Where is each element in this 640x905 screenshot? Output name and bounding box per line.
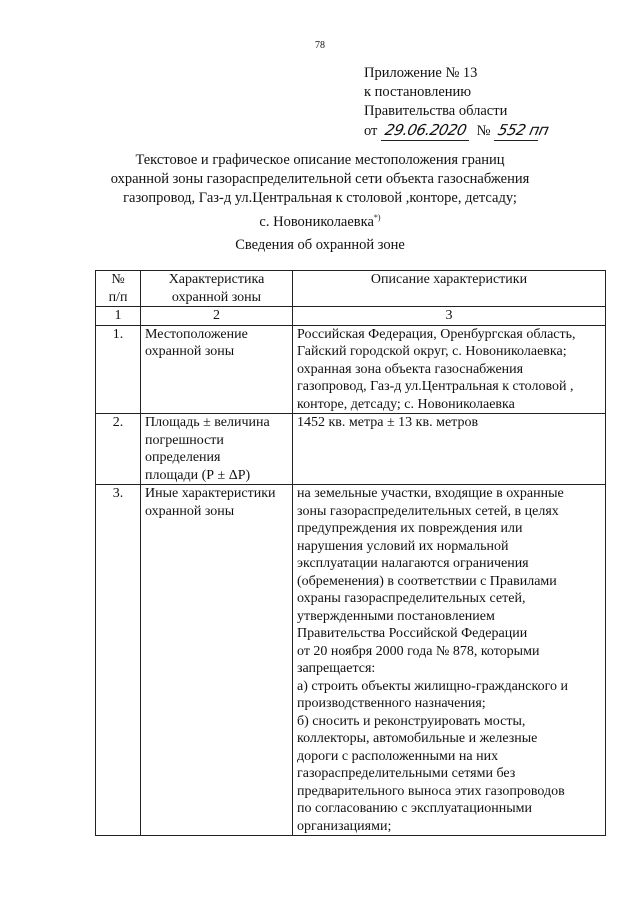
title-locality: с. Новониколаевка: [259, 213, 374, 230]
cell-text-line: (обременения) в соответствии с Правилами: [297, 573, 557, 589]
cell-text-line: зоны газораспределительных сетей, в целях: [297, 503, 559, 519]
table-row: [96, 414, 606, 485]
col-number-2: 2: [141, 307, 293, 326]
cell-text-line: нарушения условий их нормальной: [297, 538, 509, 554]
row-number: 3.: [96, 485, 141, 836]
appendix-date-number-line: [364, 121, 551, 141]
table-row: [96, 485, 606, 836]
row-description: [293, 325, 606, 414]
cell-text-line: конторе, детсаду; с. Новониколаевка: [297, 396, 515, 412]
cell-text-line: эксплуатации налагаются ограничения: [297, 556, 529, 571]
header-char-line-1: Характеристика: [168, 272, 265, 287]
cell-text-line: газопровод, Газ-д ул.Центральная к столовой ,: [297, 379, 574, 394]
header-num: [96, 271, 141, 307]
cell-text-line: запрещается:: [297, 661, 376, 676]
cell-text-line: 1452 кв. метра ± 13 кв. метров: [297, 415, 479, 430]
row-characteristic: [141, 325, 293, 414]
row-number: 2.: [96, 414, 141, 485]
header-characteristic: [141, 271, 293, 307]
title-line-4: [100, 208, 540, 232]
cell-text-line: охранной зоны: [145, 344, 235, 359]
appendix-line-2: к постановлению: [364, 84, 472, 100]
document-title: [100, 151, 540, 232]
cell-text-line: Правительства Российской Федерации: [297, 626, 528, 641]
header-description: Описание характеристики: [293, 271, 606, 307]
cell-text-line: по согласованию с эксплуатационными: [297, 801, 532, 816]
cell-text-line: охранная зона объекта газоснабжения: [297, 361, 524, 377]
title-line-3: газопровод, Газ-д ул.Центральная к столовой ,конторе, детсаду;: [123, 190, 517, 206]
handwritten-number: 552 пп: [494, 121, 542, 141]
row-number: 1.: [96, 325, 141, 414]
appendix-block: [364, 64, 551, 141]
title-line-2: охранной зоны газораспределительной сети объекта газоснабжения: [110, 171, 530, 187]
section-subtitle: Сведения об охранной зоне: [235, 237, 405, 253]
header-num-line-2: п/п: [108, 289, 128, 305]
cell-text-line: Местоположение: [145, 326, 248, 342]
cell-text-line: охранной зоны: [145, 503, 235, 519]
cell-text-line: площади (Р ± ΔР): [145, 467, 251, 483]
appendix-line-1: Приложение № 13: [364, 65, 478, 81]
cell-text-line: а) строить объекты жилищно-гражданского и: [297, 678, 568, 694]
cell-text-line: на земельные участки, входящие в охранные: [297, 486, 564, 501]
cell-text-line: Гайский городской округ, с. Новониколаевка;: [297, 344, 567, 359]
cell-text-line: Площадь ± величина: [145, 415, 270, 430]
from-label: от: [364, 123, 378, 139]
cell-text-line: погрешности: [145, 432, 224, 448]
col-number-1: 1: [96, 307, 141, 326]
row-description: [293, 485, 606, 836]
number-label: №: [476, 123, 491, 139]
col-number-3: 3: [293, 307, 606, 326]
table-header-row: [96, 271, 606, 307]
cell-text-line: Иные характеристики: [145, 486, 276, 501]
header-num-line-1: №: [111, 272, 125, 287]
cell-text-line: предварительного выноса этих газопроводов: [297, 783, 565, 799]
header-char-line-2: охранной зоны: [171, 289, 262, 305]
cell-text-line: предупреждения их повреждения или: [297, 521, 523, 536]
cell-text-line: организациями;: [297, 818, 392, 834]
row-characteristic: [141, 414, 293, 485]
column-number-row: [96, 307, 606, 326]
row-characteristic: [141, 485, 293, 836]
cell-text-line: определения: [145, 450, 221, 465]
footnote-mark: *): [373, 213, 381, 222]
cell-text-line: б) сносить и реконструировать мосты,: [297, 713, 526, 729]
cell-text-line: утвержденными постановлением: [297, 608, 495, 624]
cell-text-line: газораспределительными сетями без: [297, 766, 516, 781]
cell-text-line: дороги с расположенными на них: [297, 748, 499, 764]
title-line-1: Текстовое и графическое описание местоположения границ: [135, 152, 505, 168]
row-description: [293, 414, 606, 485]
cell-text-line: охраны газораспределительных сетей,: [297, 591, 526, 606]
cell-text-line: производственного назначения;: [297, 696, 486, 711]
cell-text-line: коллекторы, автомобильные и железные: [297, 731, 538, 746]
page-number: 78: [315, 40, 325, 51]
cell-text-line: Российская Федерация, Оренбургская область,: [297, 326, 576, 342]
appendix-line-3: Правительства области: [364, 103, 508, 119]
table-row: [96, 325, 606, 414]
cell-text-line: от 20 ноября 2000 года № 878, которыми: [297, 643, 540, 659]
zone-info-table: [95, 270, 606, 836]
handwritten-date: 29.06.2020: [381, 121, 473, 141]
